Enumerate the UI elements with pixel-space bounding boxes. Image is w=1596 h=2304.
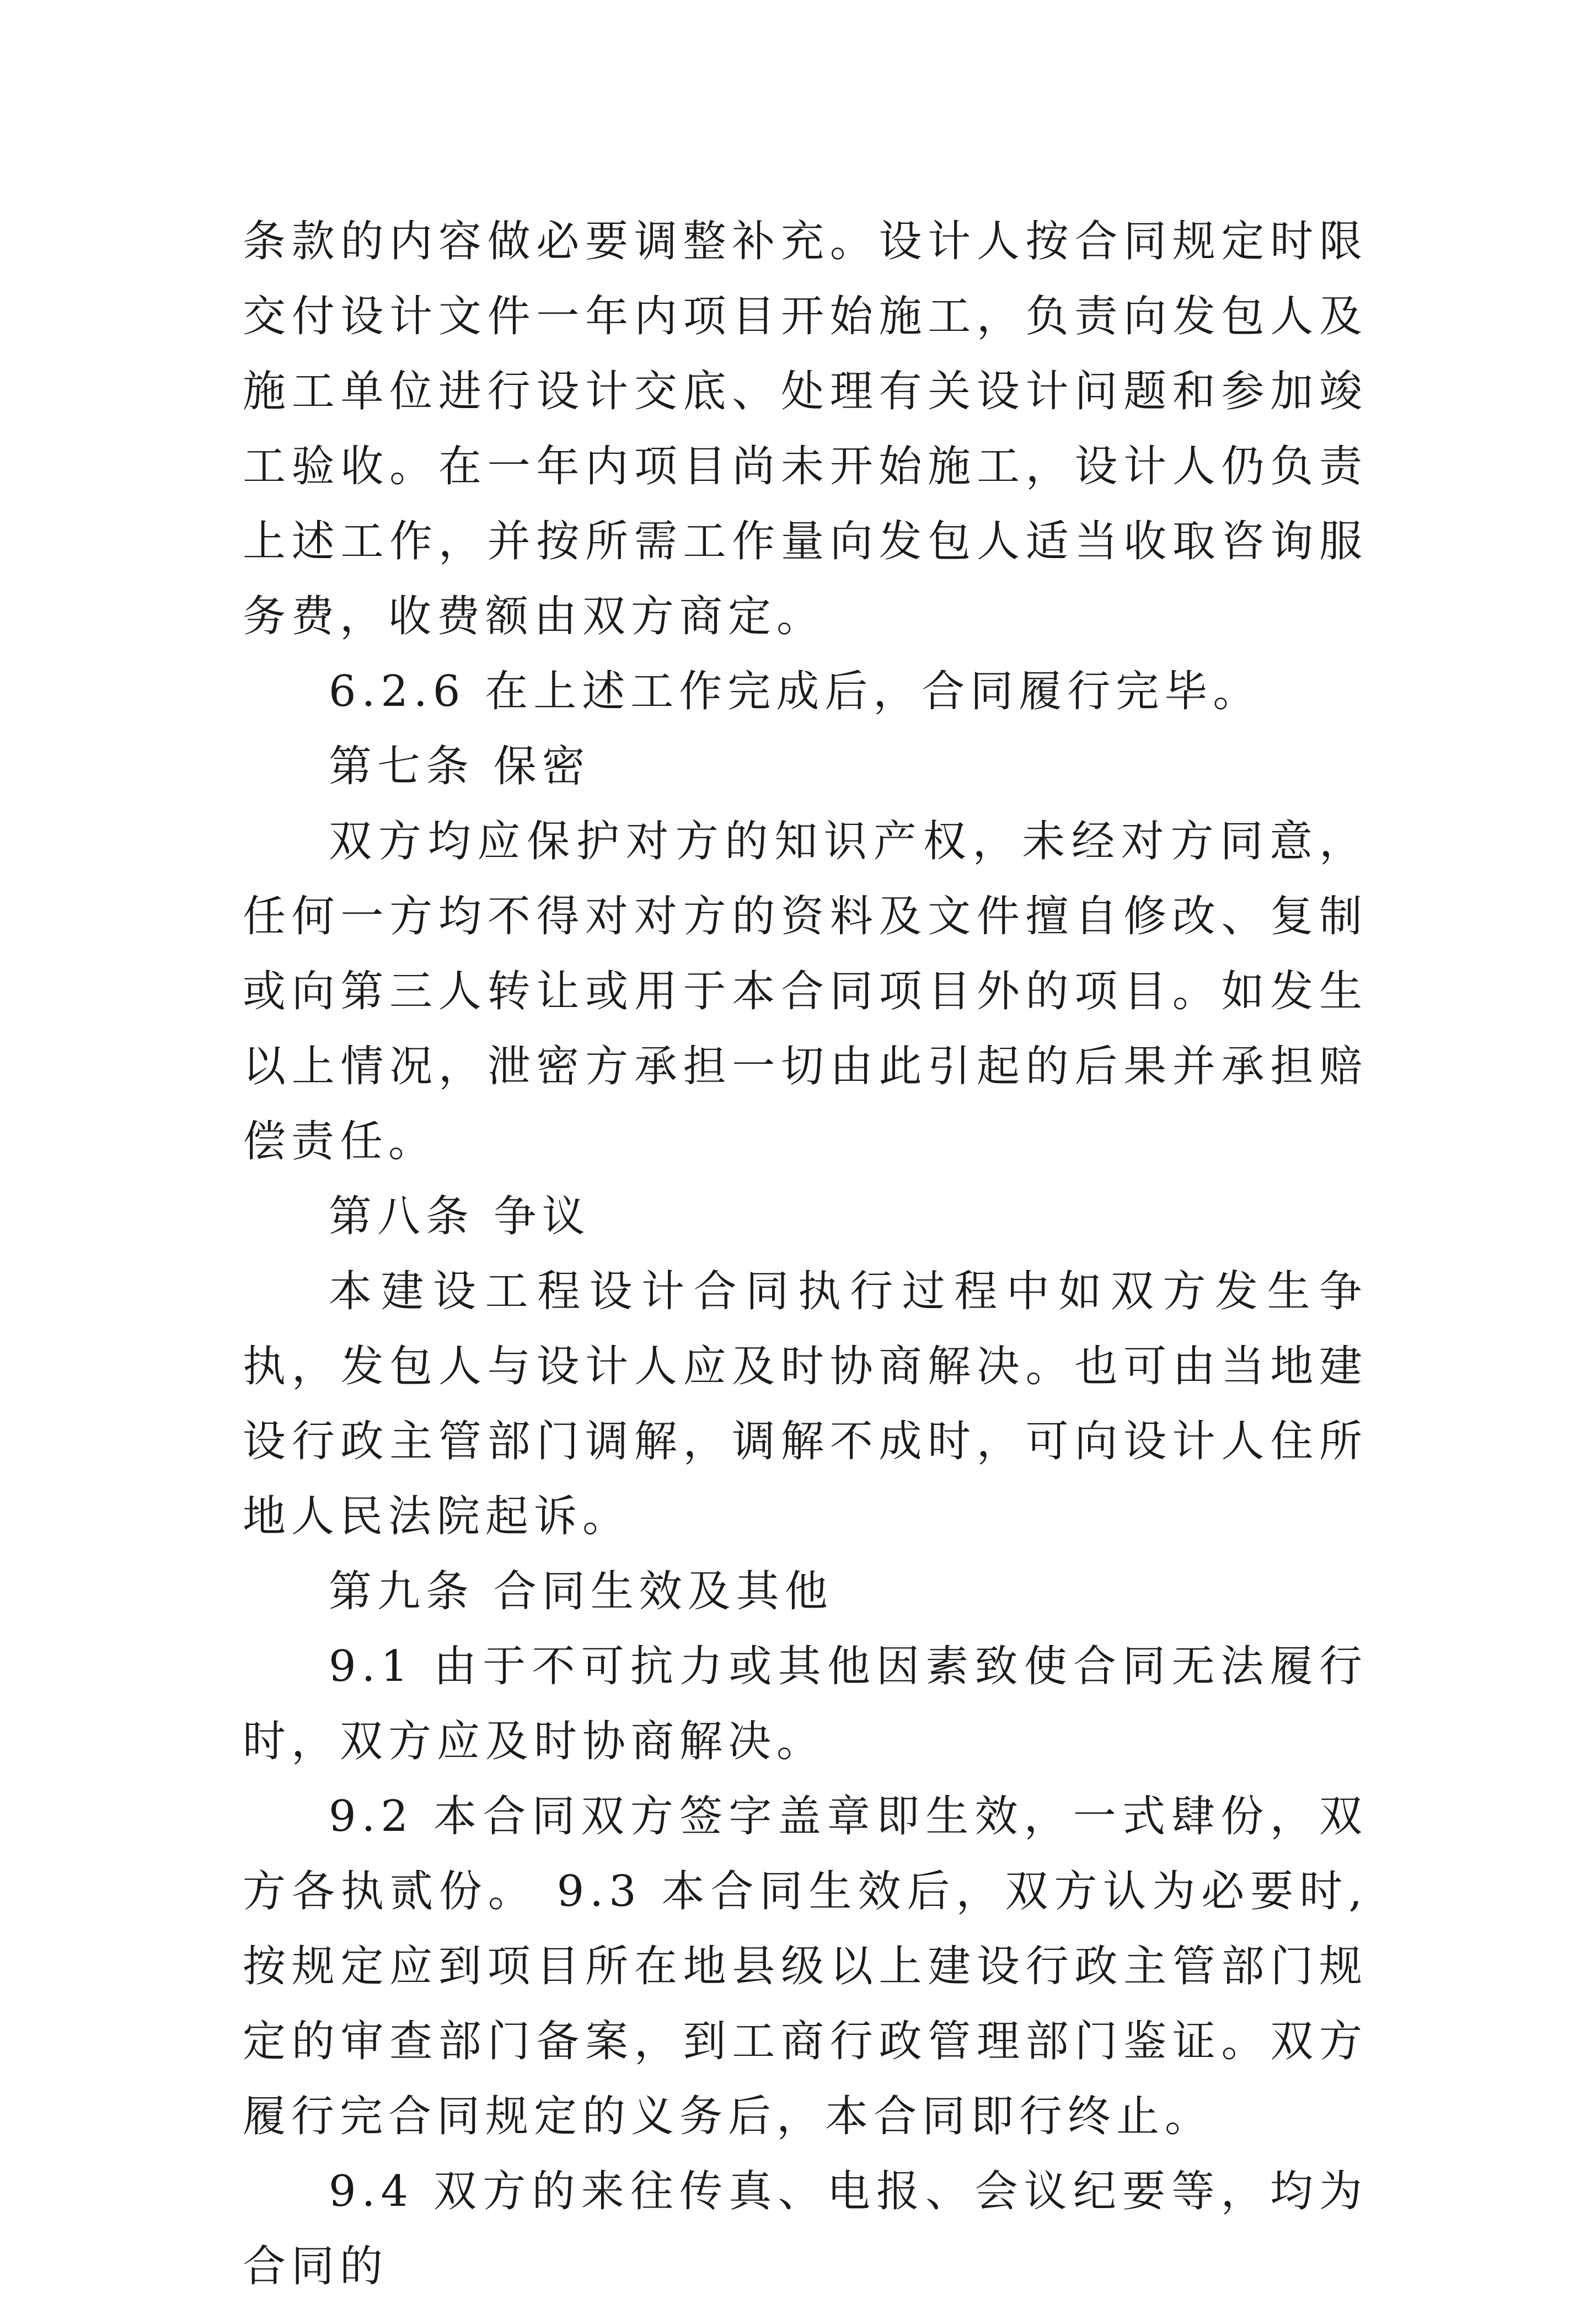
clause-9-4: 9.4 双方的来往传真、电报、会议纪要等，均为合同的 (243, 2167, 1368, 2291)
article-7-body: 双方均应保护对方的知识产权，未经对方同意，任何一方均不得对对方的资料及文件擅自修改、复制或向第三人转让或用于本合同项目外的项目。如发生以上情况，泄密方承担一切由此引起的后果并承担赔偿责任。 (243, 817, 1368, 1166)
clause-9-1: 9.1 由于不可抗力或其他因素致使合同无法履行时，双方应及时协商解决。 (243, 1642, 1368, 1766)
article-8-body: 本建设工程设计合同执行过程中如双方发生争执，发包人与设计人应及时协商解决。也可由当地建设行政主管部门调解，调解不成时，可向设计人住所地人民法院起诉。 (243, 1267, 1368, 1541)
article-7-heading: 第七条 保密 (329, 742, 591, 791)
article-9-heading: 第九条 合同生效及其他 (329, 1567, 833, 1616)
clause-6-2-6: 6.2.6 在上述工作完成后，合同履行完毕。 (329, 667, 1262, 716)
document-body (243, 204, 1368, 2304)
clause-9-2-9-3: 9.2 本合同双方签字盖章即生效，一式肆份，双方各执贰份。 9.3 本合同生效后，双方认为必要时,按规定应到项目所在地县级以上建设行政主管部门规定的审查部门备案，到工商行政管理部门鉴证。双方履行完合同规定的义务后，本合同即行终止。 (243, 1792, 1368, 2141)
article-8-heading: 第八条 争议 (329, 1192, 591, 1241)
paragraph-design-period: 条款的内容做必要调整补充。设计人按合同规定时限交付设计文件一年内项目开始施工，负责向发包人及施工单位进行设计交底、处理有关设计问题和参加竣工验收。在一年内项目尚未开始施工，设计人仍负责上述工作，并按所需工作量向发包人适当收取咨询服务费，收费额由双方商定。 (243, 217, 1368, 641)
